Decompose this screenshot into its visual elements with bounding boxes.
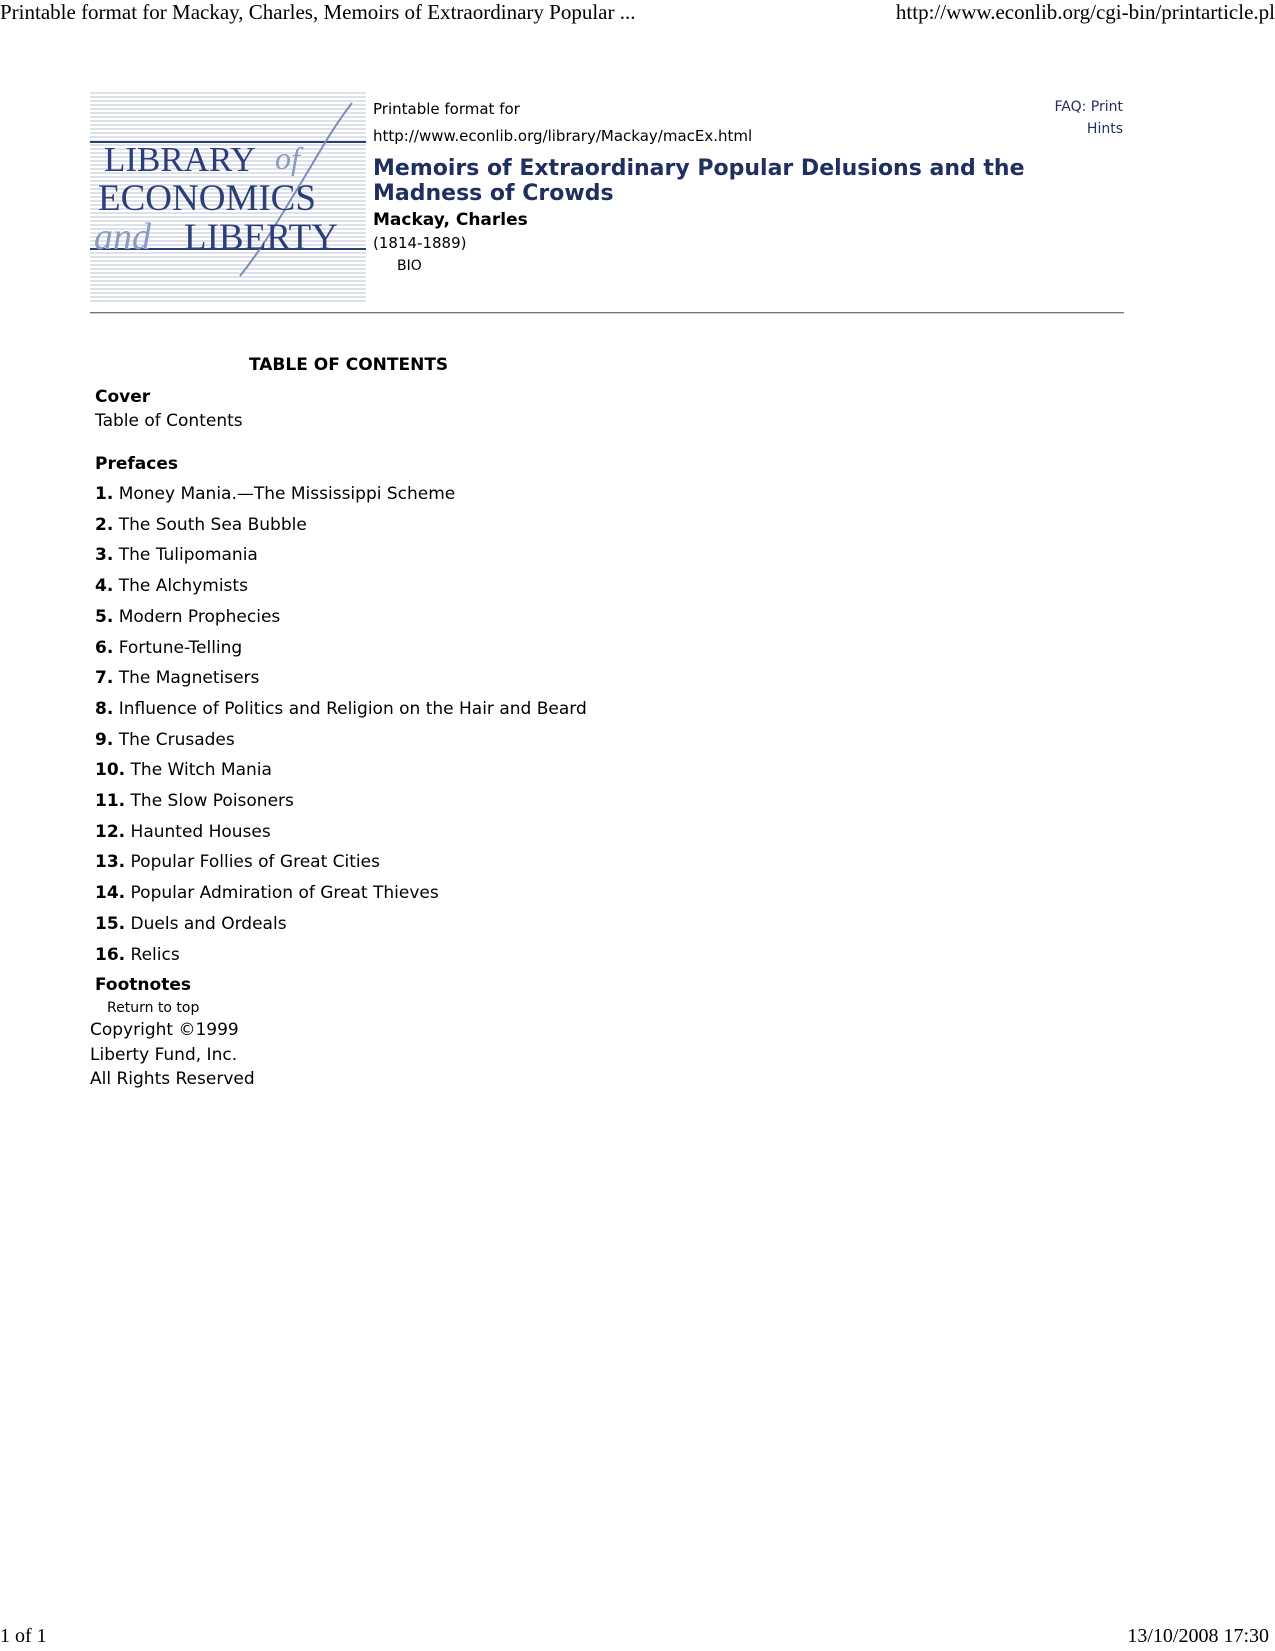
chapter-title: The Alchymists (118, 576, 248, 597)
author-dates: (1814-1889) (373, 234, 467, 252)
chapter-number: 16. (95, 944, 126, 965)
faq-line-1: FAQ: Print (1054, 99, 1123, 115)
chapter-number: 4. (95, 576, 114, 597)
chapter-number: 7. (95, 668, 114, 689)
chapter-list (95, 479, 795, 970)
bio-link[interactable]: BIO (397, 258, 422, 274)
chapter-title: The Magnetisers (118, 668, 260, 689)
toc-chapter-link[interactable] (95, 694, 795, 725)
chapter-title: Modern Prophecies (118, 606, 281, 627)
chapter-number: 8. (95, 698, 114, 719)
chapter-title: Duels and Ordeals (130, 913, 287, 934)
chapter-title: The Witch Mania (130, 760, 272, 781)
return-to-top-link[interactable]: Return to top (107, 1000, 200, 1016)
book-header (373, 96, 1033, 278)
copyright-rights: All Rights Reserved (90, 1069, 255, 1089)
toc-chapter-link[interactable] (95, 817, 795, 848)
chapter-number: 5. (95, 606, 114, 627)
chapter-number: 12. (95, 821, 126, 842)
toc-footnotes-link[interactable]: Footnotes (95, 975, 191, 996)
toc-chapter-link[interactable] (95, 663, 795, 694)
copyright-block (90, 1018, 255, 1092)
copyright-owner: Liberty Fund, Inc. (90, 1044, 238, 1065)
toc-chapter-link[interactable] (95, 479, 795, 510)
chapter-title: The South Sea Bubble (118, 514, 307, 535)
logo-graphic (90, 91, 366, 305)
chapter-title: The Slow Poisoners (130, 791, 294, 812)
print-header-title: Printable format for Mackay, Charles, Memoirs of Extraordinary Popular ... (0, 0, 636, 24)
chapter-number: 2. (95, 514, 114, 535)
chapter-number: 9. (95, 729, 114, 750)
toc-cover-link[interactable]: Cover (95, 387, 151, 407)
toc-chapter-link[interactable] (95, 602, 795, 633)
chapter-number: 1. (95, 484, 114, 504)
logo-word-and: and (94, 216, 151, 258)
source-url[interactable]: http://www.econlib.org/library/Mackay/macEx.html (373, 127, 753, 145)
chapter-title: Influence of Politics and Religion on the Hair and Beard (118, 698, 587, 719)
chapter-title: Money Mania.—The Mississippi Scheme (118, 484, 456, 504)
faq-print-hints-link[interactable] (1013, 96, 1123, 140)
chapter-number: 13. (95, 852, 126, 873)
logo-word-liberty: LIBERTY (184, 217, 338, 258)
print-header (0, 0, 1275, 26)
toc-chapter-link[interactable] (95, 540, 795, 571)
chapter-number: 14. (95, 883, 126, 904)
chapter-title: Relics (130, 944, 180, 965)
print-timestamp: 13/10/2008 17:30 (1127, 1625, 1269, 1647)
chapter-title: Haunted Houses (130, 821, 271, 842)
chapter-title: The Tulipomania (118, 545, 258, 566)
toc-chapter-link[interactable] (95, 725, 795, 756)
author-name: Mackay, Charles (373, 210, 528, 230)
page-count: 1 of 1 (0, 1625, 47, 1647)
toc-gap (95, 433, 795, 449)
logo-word-of: of (275, 140, 300, 176)
toc-chapter-link[interactable] (95, 847, 795, 878)
toc-chapter-link[interactable] (95, 755, 795, 786)
printable-label: Printable format for (373, 100, 520, 118)
table-of-contents (95, 385, 795, 1000)
logo-word-library: LIBRARY (104, 140, 256, 179)
toc-chapter-link[interactable] (95, 909, 795, 940)
chapter-title: Popular Admiration of Great Thieves (130, 883, 439, 904)
logo-word-economics: ECONOMICS (98, 178, 316, 219)
toc-chapter-link[interactable] (95, 786, 795, 817)
toc-chapter-link[interactable] (95, 940, 795, 971)
toc-chapter-link[interactable] (95, 571, 795, 602)
print-header-url: http://www.econlib.org/cgi-bin/printarticle.pl (895, 0, 1275, 24)
toc-chapter-link[interactable] (95, 510, 795, 541)
toc-chapter-link[interactable] (95, 633, 795, 664)
chapter-number: 10. (95, 760, 126, 781)
header-divider (90, 312, 1124, 314)
chapter-title: Popular Follies of Great Cities (130, 852, 380, 873)
toc-prefaces-link[interactable]: Prefaces (95, 454, 178, 474)
toc-chapter-link[interactable] (95, 878, 795, 909)
chapter-number: 3. (95, 545, 114, 566)
toc-heading: TABLE OF CONTENTS (249, 355, 449, 375)
chapter-number: 11. (95, 791, 126, 812)
library-logo[interactable] (90, 91, 366, 305)
faq-line-2: Hints (1086, 121, 1123, 137)
chapter-number: 15. (95, 913, 126, 934)
print-footer (0, 1621, 1275, 1651)
copyright-line: Copyright ©1999 (90, 1020, 239, 1040)
chapter-number: 6. (95, 637, 114, 658)
chapter-title: Fortune-Telling (118, 637, 243, 658)
book-title: Memoirs of Extraordinary Popular Delusions and the Madness of Crowds (373, 156, 1025, 206)
toc-table-of-contents-link[interactable]: Table of Contents (95, 411, 243, 431)
chapter-title: The Crusades (118, 729, 235, 750)
